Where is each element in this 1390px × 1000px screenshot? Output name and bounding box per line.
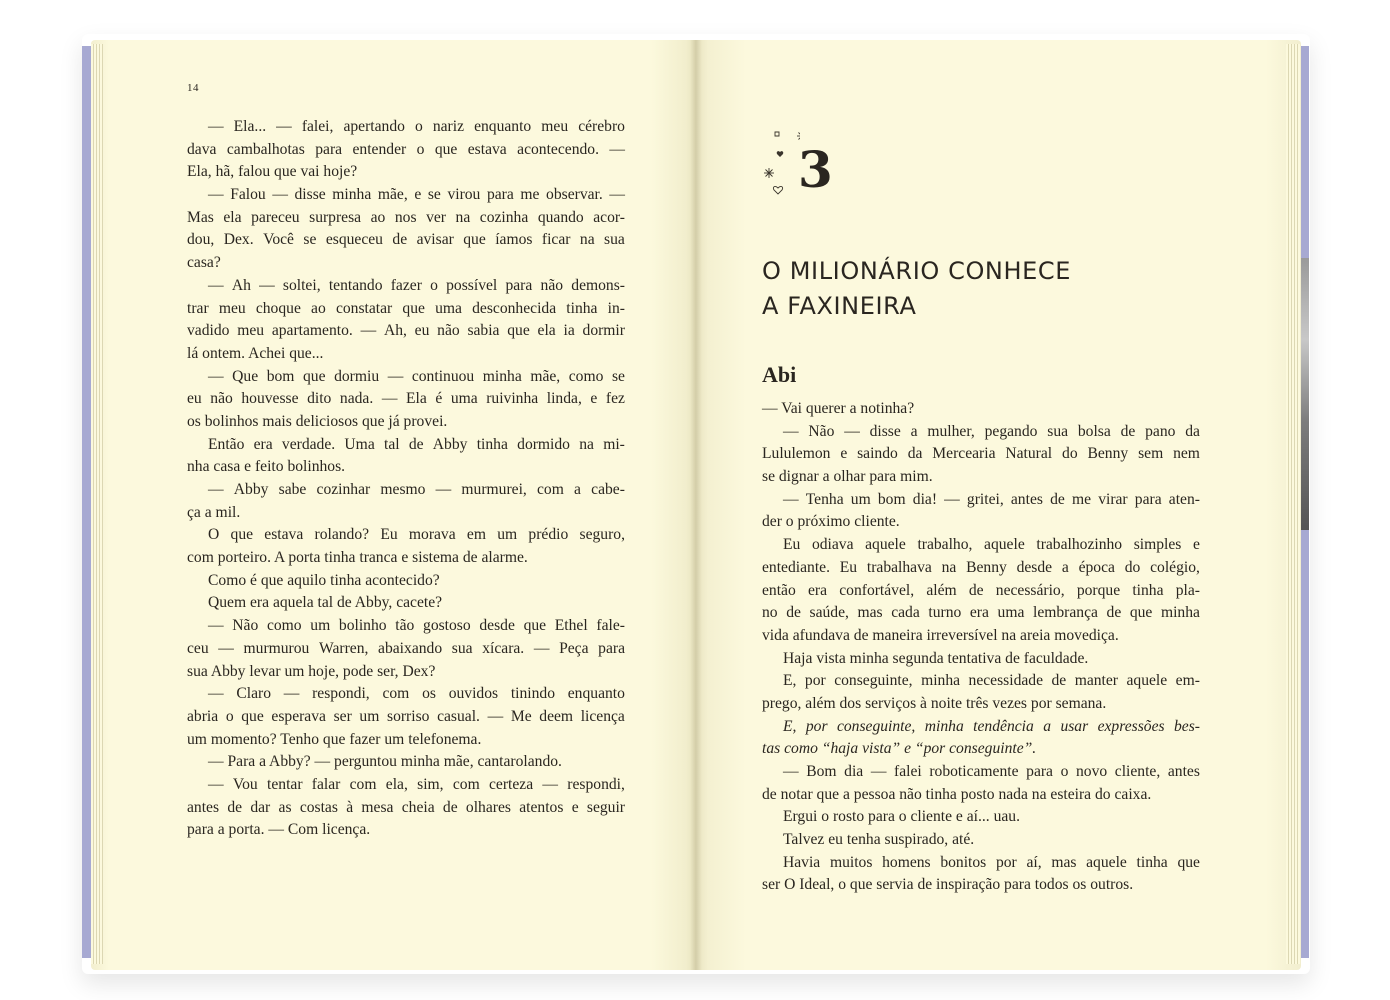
text-line: um momento? Tenho que fazer um telefonema.	[187, 730, 482, 748]
text-line: trar meu choque ao constatar que uma desconhecida tinha in-	[187, 299, 625, 317]
text-line: — Para a Abby? — perguntou minha mãe, cantarolando.	[208, 753, 562, 771]
text-line: entediante. Eu trabalhava na Benny desde a época do colégio,	[762, 558, 1200, 576]
text-line: — Falou — disse minha mãe, e se virou para me observar. —	[208, 186, 625, 204]
text-line: — Não como um bolinho tão gostoso desde que Ethel fale-	[208, 617, 625, 635]
text-line: Mas ela pareceu surpresa ao nos ver na cozinha quando acor-	[187, 208, 625, 226]
text-line: — Vai querer a notinha?	[762, 400, 915, 417]
text-line: Lululemon e saindo da Mercearia Natural do Benny sem nem	[762, 445, 1200, 463]
text-line: tas como “haja vista” e “por conseguinte”.	[762, 740, 1037, 758]
text-line: Quem era aquela tal de Abby, cacete?	[208, 594, 443, 612]
text-line: no de saúde, mas cada turno era uma lembrança de que minha	[762, 604, 1200, 622]
text-line: Ergui o rosto para o cliente e aí... uau.	[783, 808, 1021, 826]
book-gutter	[690, 40, 702, 970]
text-line: casa?	[187, 254, 221, 272]
text-line: dou, Dex. Você se esqueceu de avisar que íamos ficar na sua	[187, 231, 625, 249]
text-line: de notar que a pessoa não tinha posto nada na esteira do caixa.	[762, 785, 1152, 803]
text-line: Haja vista minha segunda tentativa de faculdade.	[783, 649, 1089, 667]
text-line: vadido meu apartamento. — Ah, eu não sabia que ela ia dormir	[187, 322, 625, 340]
text-line: Havia muitos homens bonitos por aí, mas aquele tinha que	[783, 853, 1200, 871]
chapter-title-line: A FAXINEIRA	[762, 292, 917, 320]
chapter-number: 3	[798, 140, 833, 199]
text-line: E, por conseguinte, minha necessidade de manter aquele em-	[783, 672, 1200, 690]
text-line: — Tenha um bom dia! — gritei, antes de me virar para aten-	[783, 490, 1200, 508]
chapter-title-line: O MILIONÁRIO CONHECE	[762, 257, 1072, 285]
right-page-text	[762, 398, 1200, 897]
text-line: sua Abby levar um hoje, pode ser, Dex?	[187, 662, 436, 680]
text-line: com porteiro. A porta tinha tranca e sistema de alarme.	[187, 549, 528, 567]
text-line: para a porta. — Com licença.	[187, 821, 371, 839]
text-line: Talvez eu tenha suspirado, até.	[783, 831, 975, 849]
text-line: lá ontem. Achei que...	[187, 344, 324, 362]
text-line: Eu odiava aquele trabalho, aquele trabalhozinho simples e	[783, 536, 1200, 554]
text-line: os bolinhos mais deliciosos que já provei.	[187, 412, 448, 430]
text-line: prego, além dos serviços à noite três vezes por semana.	[762, 694, 1107, 712]
text-line: Como é que aquilo tinha acontecido?	[208, 571, 440, 589]
chapter-title	[762, 254, 1182, 324]
text-line: eu não houvesse dito nada. — Ela é uma ruivinha linda, e fez	[187, 390, 625, 408]
text-line: dava cambalhotas para entender o que estava acontecendo. —	[187, 140, 625, 158]
text-line: — Não — disse a mulher, pegando sua bolsa de pano da	[783, 422, 1200, 440]
text-line: abria o que esperava ser um sorriso casual. — Me deem licença	[187, 707, 625, 725]
text-line: então era confortável, além de necessário, porque tinha pla-	[762, 581, 1200, 599]
text-line: vida afundava de maneira irreversível na areia movediça.	[762, 626, 1119, 644]
text-line: — Que bom que dormiu — continuou minha mãe, como se	[208, 367, 625, 385]
text-line: — Ela... — falei, apertando o nariz enquanto meu cérebro	[208, 118, 625, 135]
left-page-leaves	[91, 44, 103, 964]
text-line: ça a mil.	[187, 503, 241, 521]
text-line: O que estava rolando? Eu morava em um prédio seguro,	[208, 526, 625, 544]
text-line: E, por conseguinte, minha tendência a usar expressões bes-	[783, 717, 1200, 735]
pov-heading: Abi	[762, 362, 797, 387]
text-line: der o próximo cliente.	[762, 513, 900, 531]
text-line: — Claro — respondi, com os ouvidos tinindo enquanto	[208, 685, 625, 703]
text-line: Ela, hã, falou que vai hoje?	[187, 163, 358, 181]
text-line: se dignar a olhar para mim.	[762, 468, 933, 486]
right-page-leaves	[1286, 44, 1300, 964]
sparkle-hearts-icon	[760, 124, 800, 196]
text-line: ceu — murmurou Warren, abaixando sua xícara. — Peça para	[187, 639, 625, 657]
text-line: — Ah — soltei, tentando fazer o possível para não demons-	[208, 276, 625, 294]
text-line: — Abby sabe cozinhar mesmo — murmurei, com a cabe-	[208, 481, 625, 498]
text-line: Então era verdade. Uma tal de Abby tinha dormido na mi-	[208, 435, 625, 453]
right-edge-photo-strip	[1301, 258, 1309, 530]
left-page-text	[187, 116, 625, 842]
text-line: antes de dar as costas à mesa cheia de olhares atentos e seguir	[187, 798, 625, 816]
text-line: nha casa e feito bolinhos.	[187, 458, 346, 476]
text-line: — Bom dia — falei roboticamente para o novo cliente, antes	[783, 763, 1200, 780]
text-line: ser O Ideal, o que servia de inspiração para todos os outros.	[762, 876, 1134, 894]
text-line: — Vou tentar falar com ela, sim, com certeza — respondi,	[208, 775, 625, 793]
page-number: 14	[187, 82, 199, 94]
